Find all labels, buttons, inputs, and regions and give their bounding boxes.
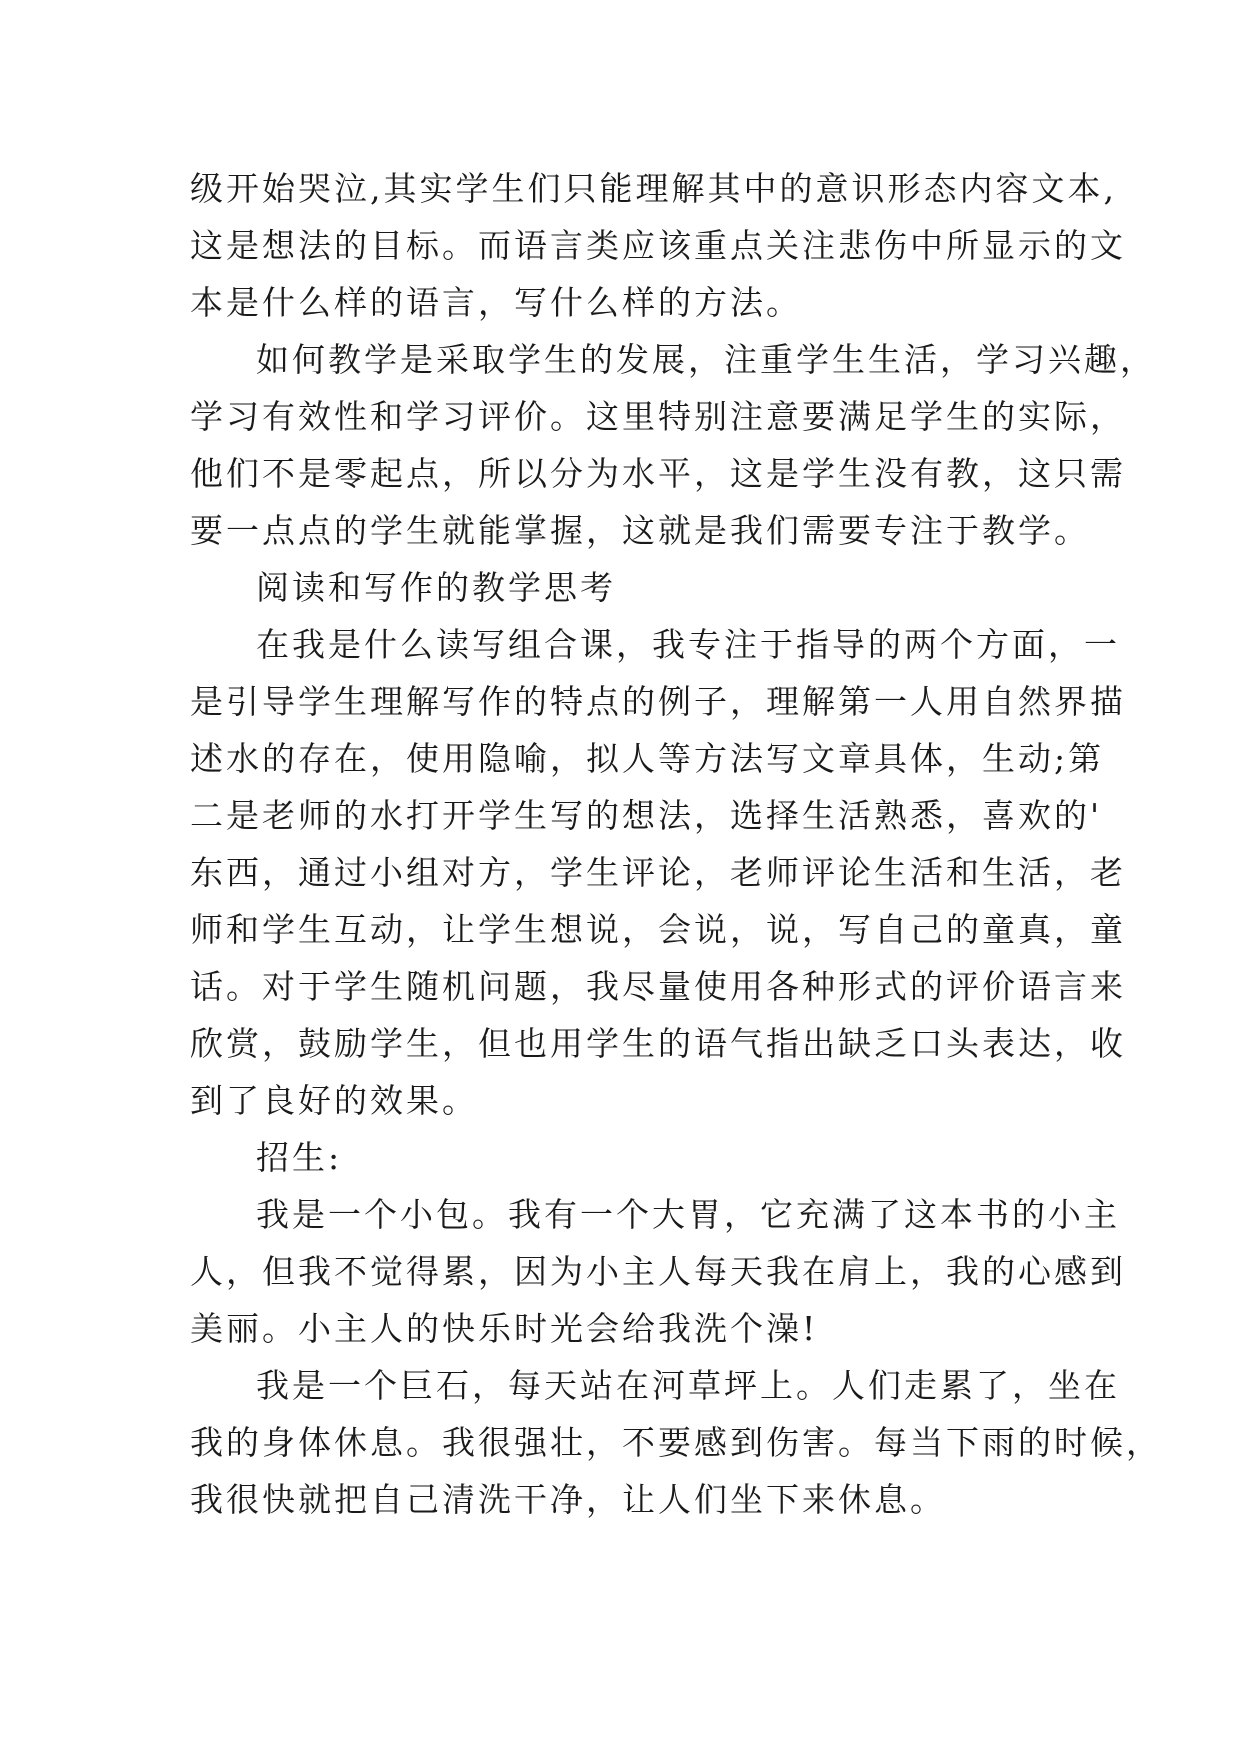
text-line: 我是一个巨石，每天站在河草坪上。人们走累了，坐在	[256, 1366, 1120, 1405]
text-line: 级开始哭泣,其实学生们只能理解其中的意识形态内容文本,	[190, 169, 1117, 208]
text-line: 在我是什么读写组合课，我专注于指导的两个方面，一	[256, 625, 1120, 664]
text-line: 是引导学生理解写作的特点的例子，理解第一人用自然界描	[190, 682, 1126, 721]
document-body	[190, 160, 1162, 1528]
text-line: 学习有效性和学习评价。这里特别注意要满足学生的实际，	[190, 397, 1126, 436]
text-line: 要一点点的学生就能掌握，这就是我们需要专注于教学。	[190, 511, 1090, 550]
text-line: 欣赏，鼓励学生，但也用学生的语气指出缺乏口头表达，收	[190, 1024, 1126, 1063]
text-line: 本是什么样的语言，写什么样的方法。	[190, 283, 802, 322]
text-line: 这是想法的目标。而语言类应该重点关注悲伤中所显示的文	[190, 226, 1126, 265]
section-heading: 招生:	[256, 1138, 343, 1177]
text-line: 我是一个小包。我有一个大胃，它充满了这本书的小主	[256, 1195, 1120, 1234]
text-line: 到了良好的效果。	[190, 1081, 478, 1120]
text-line: 话。对于学生随机问题，我尽量使用各种形式的评价语言来	[190, 967, 1126, 1006]
text-line: 师和学生互动，让学生想说，会说，说，写自己的童真，童	[190, 910, 1126, 949]
text-line: 述水的存在，使用隐喻，拟人等方法写文章具体，生动;第	[190, 739, 1105, 778]
text-line: 人，但我不觉得累，因为小主人每天我在肩上，我的心感到	[190, 1252, 1126, 1291]
section-heading: 阅读和写作的教学思考	[256, 568, 616, 607]
text-line: 他们不是零起点，所以分为水平，这是学生没有教，这只需	[190, 454, 1126, 493]
text-line: 我很快就把自己清洗干净，让人们坐下来休息。	[190, 1480, 946, 1519]
text-line: 我的身体休息。我很强壮，不要感到伤害。每当下雨的时候，	[190, 1423, 1162, 1462]
text-line: 如何教学是采取学生的发展，注重学生生活，学习兴趣，	[256, 340, 1156, 379]
text-line: 美丽。小主人的快乐时光会给我洗个澡!	[190, 1309, 819, 1348]
text-line: 东西，通过小组对方，学生评论，老师评论生活和生活，老	[190, 853, 1126, 892]
text-line: 二是老师的水打开学生写的想法，选择生活熟悉，喜欢的'	[190, 796, 1103, 835]
